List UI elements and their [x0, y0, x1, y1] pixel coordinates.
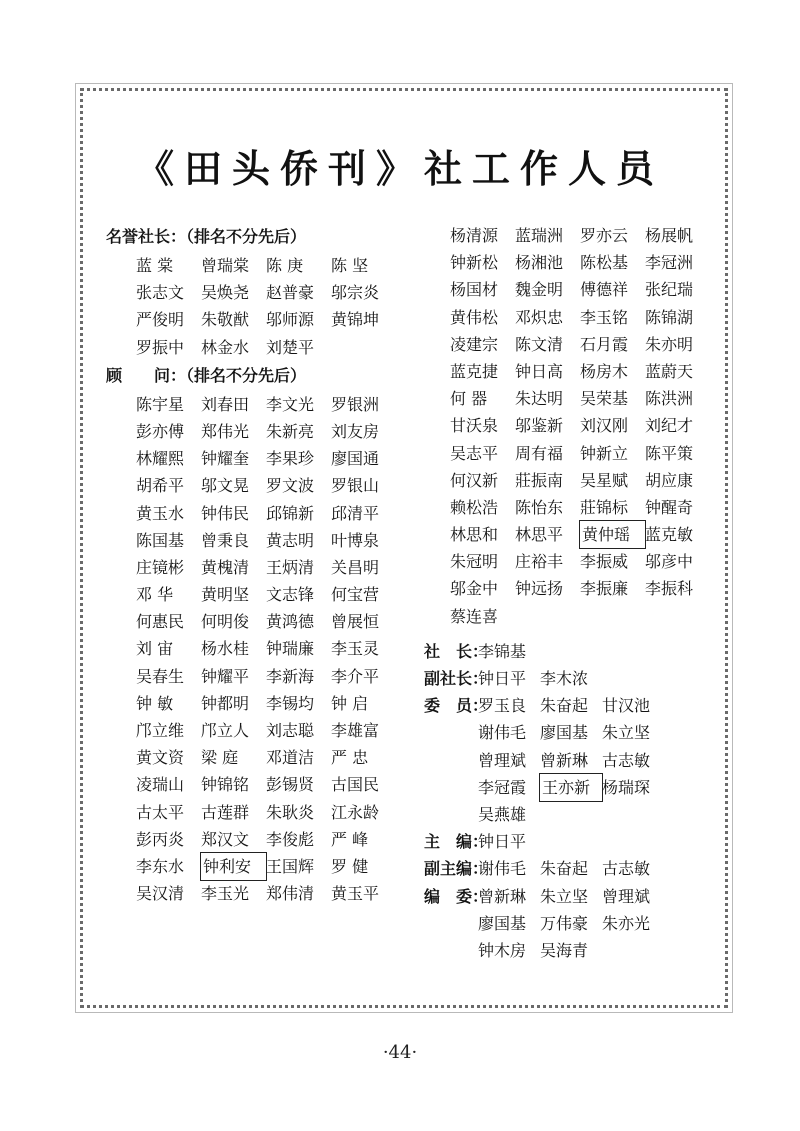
person-name: 彭亦傅 — [136, 421, 185, 441]
person-name: 林金水 — [201, 337, 250, 357]
honorary-heading — [106, 222, 406, 252]
person-name: 李冠洲 — [645, 253, 694, 273]
person-name: 李新海 — [266, 666, 315, 686]
person-name: 刘春田 — [201, 394, 250, 414]
person-name: 钟醒奇 — [645, 497, 694, 517]
person-name: 曾新琳 — [478, 886, 527, 906]
person-name: 古太平 — [136, 802, 185, 822]
person-name: 陈平策 — [645, 443, 694, 463]
person-name: 李木浓 — [540, 669, 589, 689]
person-name: 万伟豪 — [540, 913, 589, 933]
person-name: 李文光 — [266, 394, 315, 414]
person-name: 陈文清 — [515, 334, 564, 354]
person-name: 黄玉水 — [136, 503, 185, 523]
person-name: 邬宗炎 — [331, 283, 380, 303]
person-name: 吴志平 — [450, 443, 499, 463]
person-name: 梁 庭 — [201, 748, 239, 768]
person-name: 李果珍 — [266, 449, 315, 469]
advisors-label: 顾 问： — [106, 365, 187, 385]
person-name: 何宝营 — [331, 585, 380, 605]
person-name: 胡应康 — [645, 470, 694, 490]
person-name: 李东水 — [136, 856, 185, 876]
person-name: 邬鉴新 — [515, 416, 564, 436]
person-name: 古志敏 — [602, 750, 651, 770]
person-name: 吴汉清 — [136, 884, 185, 904]
person-name: 邓道洁 — [266, 748, 315, 768]
person-name: 周有福 — [515, 443, 564, 463]
person-name: 赵普豪 — [266, 283, 315, 303]
deputy-editor-names — [478, 855, 664, 882]
person-name: 黄伟松 — [450, 307, 499, 327]
person-name: 朱立坚 — [602, 723, 651, 743]
president-row — [424, 638, 724, 665]
person-name: 李振威 — [580, 552, 629, 572]
person-name: 黄鸿德 — [266, 612, 315, 632]
person-name: 陈 坚 — [331, 256, 369, 275]
person-name: 蓝蔚天 — [645, 361, 694, 381]
person-name: 傅德祥 — [580, 280, 629, 300]
editor-label: 主 编： — [424, 832, 489, 852]
committee-label: 委 员： — [424, 696, 489, 716]
deputy-editor-label: 副主编： — [424, 859, 489, 879]
president-label: 社 长： — [424, 641, 489, 661]
person-name: 刘志聪 — [266, 721, 315, 740]
person-name: 凌瑞山 — [136, 775, 185, 795]
person-name: 钟耀平 — [201, 666, 250, 686]
person-name: 曾理斌 — [602, 886, 651, 906]
person-name: 杨瑞琛 — [602, 777, 651, 797]
person-name: 吴春生 — [136, 666, 185, 686]
person-name: 朱奋起 — [540, 859, 589, 879]
person-name: 古莲群 — [201, 802, 250, 822]
person-name: 邝立人 — [201, 721, 250, 740]
person-name: 李玉灵 — [331, 639, 380, 659]
person-name: 钟日高 — [515, 361, 564, 381]
advisors-note: （排名不分先后） — [186, 365, 307, 385]
person-name: 李玉光 — [201, 884, 250, 904]
honorary-note: （排名不分先后） — [186, 227, 307, 246]
person-name: 刘楚平 — [266, 337, 315, 357]
person-name: 莊振南 — [515, 470, 564, 490]
person-name: 廖国通 — [331, 449, 380, 469]
person-name: 罗银洲 — [331, 394, 380, 414]
vice-president-label: 副社长： — [424, 669, 489, 689]
person-name: 吴星赋 — [580, 470, 629, 490]
person-name: 钟锦铭 — [201, 775, 250, 795]
person-name: 何惠民 — [136, 612, 185, 632]
person-name: 陈 庚 — [266, 256, 304, 275]
person-name: 邱锦新 — [266, 503, 315, 523]
person-name: 黄槐清 — [201, 557, 250, 577]
person-name: 王亦新 — [540, 774, 602, 801]
person-name: 杨房木 — [580, 361, 629, 381]
person-name: 严俊明 — [136, 310, 185, 330]
person-name: 钟远扬 — [515, 579, 564, 599]
person-name: 钟伟民 — [201, 503, 250, 523]
person-name: 邓炽忠 — [515, 307, 564, 327]
person-name: 黄锦坤 — [331, 310, 380, 330]
person-name: 李俊彪 — [266, 829, 315, 849]
person-name: 郑伟光 — [201, 421, 250, 441]
editor-row — [424, 828, 724, 855]
person-name: 杨清源 — [450, 226, 499, 245]
person-name: 谢伟毛 — [478, 723, 527, 743]
editor-names — [478, 828, 664, 855]
person-name: 刘友房 — [331, 421, 380, 441]
person-name: 胡希平 — [136, 476, 185, 496]
page-number: ·44· — [382, 1042, 418, 1063]
president-names — [478, 638, 664, 665]
person-name: 钟 敏 — [136, 693, 174, 713]
person-name: 朱奋起 — [540, 696, 589, 716]
advisors-heading — [106, 361, 406, 391]
person-name: 钟木房 — [478, 940, 527, 960]
person-name: 杨水桂 — [201, 639, 250, 659]
person-name: 刘 宙 — [136, 639, 174, 659]
person-name: 古国民 — [331, 775, 380, 795]
person-name: 黄玉平 — [331, 884, 380, 904]
person-name: 赖松浩 — [450, 497, 499, 517]
person-name: 廖国基 — [478, 913, 527, 933]
person-name: 郑汉文 — [201, 829, 250, 849]
person-name: 朱冠明 — [450, 552, 499, 572]
person-name: 石月霞 — [580, 334, 629, 354]
person-name: 林思平 — [515, 525, 564, 545]
advisors-names — [106, 391, 406, 908]
person-name: 罗亦云 — [580, 226, 629, 245]
person-name: 钟利安 — [201, 853, 266, 880]
person-name: 凌建宗 — [450, 334, 499, 354]
person-name: 吴荣基 — [580, 389, 629, 409]
person-name: 罗文波 — [266, 476, 315, 496]
person-name: 邬文晃 — [201, 476, 250, 496]
person-name: 张纪瑞 — [645, 280, 694, 300]
person-name: 庄镜彬 — [136, 557, 185, 577]
person-name: 钟日平 — [478, 832, 527, 852]
person-name: 彭丙炎 — [136, 829, 185, 849]
person-name: 邝立维 — [136, 721, 185, 740]
person-name: 钟 启 — [331, 693, 369, 713]
person-name: 蔡连喜 — [450, 606, 499, 626]
person-name: 魏金明 — [515, 280, 564, 300]
editorial-board-names — [478, 883, 664, 965]
person-name: 蓝克敏 — [645, 525, 694, 545]
person-name: 甘沃泉 — [450, 416, 499, 436]
person-name: 李玉铭 — [580, 307, 629, 327]
deputy-editor-row — [424, 855, 724, 882]
committee-names — [478, 692, 664, 828]
person-name: 郑伟清 — [266, 884, 315, 904]
person-name: 何 器 — [450, 389, 488, 409]
person-name: 邬彦中 — [645, 552, 694, 572]
person-name: 张志文 — [136, 283, 185, 303]
person-name: 钟都明 — [201, 693, 250, 713]
person-name: 关昌明 — [331, 557, 380, 577]
person-name: 杨展帆 — [645, 226, 694, 245]
person-name: 陈锦湖 — [645, 307, 694, 327]
person-name: 朱达明 — [515, 389, 564, 409]
person-name: 黄文资 — [136, 748, 185, 768]
person-name: 曾新琳 — [540, 750, 589, 770]
person-name: 莊锦标 — [580, 497, 629, 517]
person-name: 李振科 — [645, 579, 694, 599]
person-name: 罗 健 — [331, 856, 369, 876]
person-name: 李冠霞 — [478, 777, 527, 797]
person-name: 文志锋 — [266, 585, 315, 605]
right-column — [424, 222, 724, 964]
person-name: 甘汉池 — [602, 696, 651, 716]
person-name: 王炳清 — [266, 557, 315, 577]
person-name: 蓝瑞洲 — [515, 226, 564, 245]
page-title: 《田头侨刊》社工作人员 — [135, 146, 664, 191]
person-name: 刘纪才 — [645, 416, 694, 436]
person-name: 李锦基 — [478, 641, 527, 661]
person-name: 何汉新 — [450, 470, 499, 490]
person-name: 吴海青 — [540, 940, 589, 960]
person-name: 陈洪洲 — [645, 389, 694, 409]
person-name: 黄志明 — [266, 530, 315, 550]
person-name: 陈怡东 — [515, 497, 564, 517]
person-name: 庄裕丰 — [515, 552, 564, 572]
person-name: 林耀熙 — [136, 449, 185, 469]
person-name: 李雄富 — [331, 721, 380, 740]
person-name: 林思和 — [450, 525, 499, 545]
person-name: 杨国材 — [450, 280, 499, 300]
committee-row — [424, 692, 724, 828]
person-name: 朱立坚 — [540, 886, 589, 906]
person-name: 严 忠 — [331, 748, 369, 768]
left-column — [106, 222, 406, 907]
person-name: 李振廉 — [580, 579, 629, 599]
person-name: 曾理斌 — [478, 750, 527, 770]
person-name: 邱清平 — [331, 503, 380, 523]
person-name: 何明俊 — [201, 612, 250, 632]
person-name: 钟新松 — [450, 253, 499, 273]
person-name: 廖国基 — [540, 723, 589, 743]
person-name: 陈宇星 — [136, 394, 185, 414]
person-name: 邬师源 — [266, 310, 315, 330]
person-name: 朱亦光 — [602, 913, 651, 933]
honorary-names — [106, 252, 406, 361]
person-name: 彭锡贤 — [266, 775, 315, 795]
person-name: 钟日平 — [478, 669, 527, 689]
person-name: 李介平 — [331, 666, 380, 686]
person-name: 严 峰 — [331, 829, 369, 849]
person-name: 邓 华 — [136, 585, 174, 605]
person-name: 曾瑞棠 — [201, 256, 250, 275]
person-name: 蓝克捷 — [450, 361, 499, 381]
person-name: 朱亦明 — [645, 334, 694, 354]
person-name: 陈松基 — [580, 253, 629, 273]
editorial-board-label: 编 委： — [424, 886, 489, 906]
person-name: 叶博泉 — [331, 530, 380, 550]
person-name: 罗振中 — [136, 337, 185, 357]
advisors-continued-names — [424, 222, 724, 630]
person-name: 黄明坚 — [201, 585, 250, 605]
person-name: 刘汉刚 — [580, 416, 629, 436]
person-name: 钟瑞廉 — [266, 639, 315, 659]
person-name: 朱敬猷 — [201, 310, 250, 330]
person-name: 杨湘池 — [515, 253, 564, 273]
person-name: 朱耿炎 — [266, 802, 315, 822]
person-name: 邬金中 — [450, 579, 499, 599]
person-name: 吴燕雄 — [478, 804, 527, 824]
person-name: 黄仲瑶 — [580, 521, 645, 548]
person-name: 古志敏 — [602, 859, 651, 879]
person-name: 谢伟毛 — [478, 859, 527, 879]
person-name: 李锡均 — [266, 693, 315, 713]
person-name: 罗玉良 — [478, 696, 527, 716]
person-name: 钟耀奎 — [201, 449, 250, 469]
person-name: 曾秉良 — [201, 530, 250, 550]
person-name: 蓝 棠 — [136, 256, 174, 275]
person-name: 曾展恒 — [331, 612, 380, 632]
vice-president-row — [424, 665, 724, 692]
person-name: 吴焕尧 — [201, 283, 250, 303]
editorial-board-row — [424, 883, 724, 965]
person-name: 钟新立 — [580, 443, 629, 463]
person-name: 王国辉 — [266, 856, 315, 876]
person-name: 朱新亮 — [266, 421, 315, 441]
person-name: 江永龄 — [331, 802, 380, 822]
honorary-label: 名誉社长： — [106, 227, 187, 246]
person-name: 陈国基 — [136, 530, 185, 550]
person-name: 罗银山 — [331, 476, 380, 496]
vice-president-names — [478, 665, 664, 692]
